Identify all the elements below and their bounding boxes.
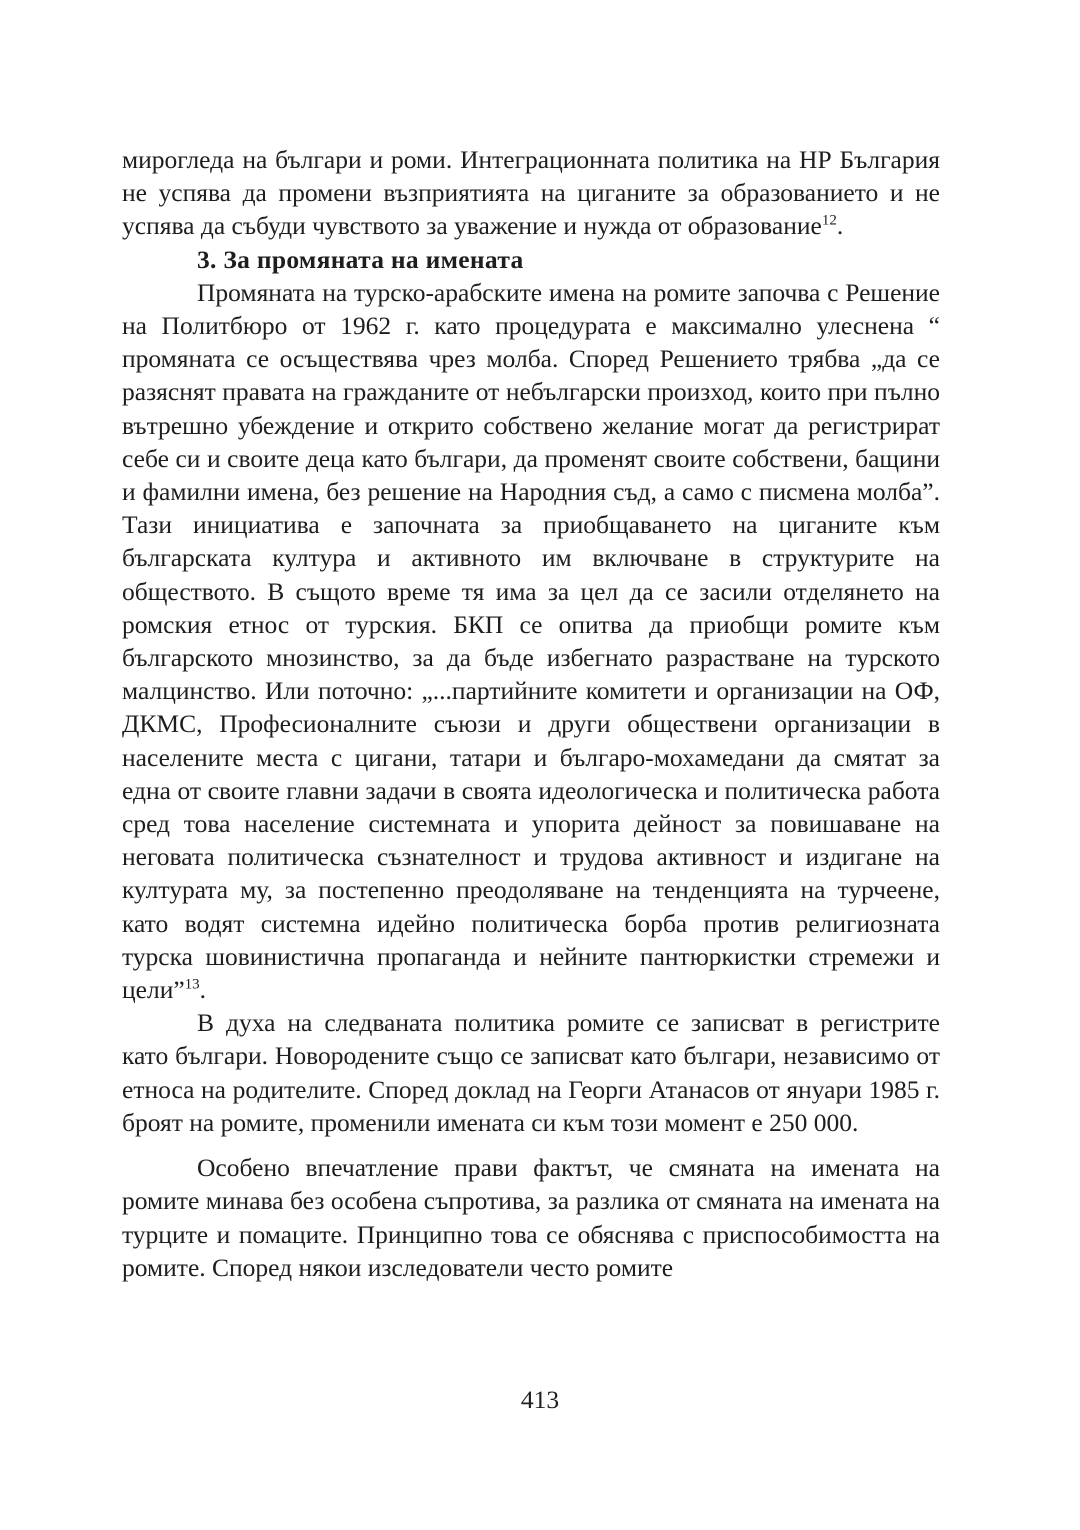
paragraph-text: мирогледа на българи и роми. Интеграционната политика на НР България не успява да промени възприятията на циганите за образованието и не успява да събуди чувството за уважение и нужда от образование [122,145,940,241]
page-number: 413 [520,1385,560,1414]
section-heading: 3. За промяната на имената [197,244,524,274]
footnote-ref-12[interactable]: 12 [821,212,837,229]
page-body [122,143,940,1284]
paragraph-2 [122,276,940,1006]
paragraph-text: Промяната на турско-арабските имена на ромите започва с Решение на Политбюро от 1962 г. като процедурата е максимално улеснена “ промяната се осъществява чрез молба. Според Решението трябва „да се разяснят правата на гражданите от небългарски произход, които при пълно вътрешно убеждение и открито собствено желание могат да регистрират себе си и своите деца като българи, да променят своите собствени, бащини и фамилни имена, без решение на Народния съд, а само с писмена молба”. Тази инициатива е започната за приобщаването на циганите към българската култура и активното им включване в структурите на обществото. В същото време тя има за цел да се засили отделянето на ромския етнос от турския. БКП се опитва да приобщи ромите към българското мнозинство, за да бъде избегнато разрастване на турското малцинство. Или поточно: „...партийните комитети и организации на ОФ, ДКМС, Професионалните съюзи и други обществени организации в населените места с цигани, татари и българо-мохамедани да смятат за една от своите главни задачи в своята идеологическа и политическа работа сред това население системната и упорита дейност за повишаване на неговата политическа съзнателност и трудова активност и издигане на културата му, за постепенно преодоляване на тенденцията на турчеене, като водят системна идейно политическа борба против религиозната турска шовинистична пропаганда и нейните пантюркистки стремежи и цели” [122,277,940,1005]
paragraph-tail: . [199,975,207,1005]
paragraph-tail: . [836,211,844,241]
paragraph-1 [122,143,940,243]
paragraph-4: Особено впечатление прави фактът, че смяната на имената на ромите минава без особена съпротива, за разлика от смяната на имената на турците и помаците. Принципно това се обяснява с приспособимостта на ромите. Според някои изследователи често ромите [122,1153,940,1282]
paragraph-3: В духа на следваната политика ромите се записват в регистрите като българи. Новородените също се записват като българи, независимо от етноса на родителите. Според доклад на Георги Атанасов от януари 1985 г. броят на ромите, променили имената си към този момент е 250 000. [122,1008,940,1137]
footnote-ref-13[interactable]: 13 [184,976,200,993]
